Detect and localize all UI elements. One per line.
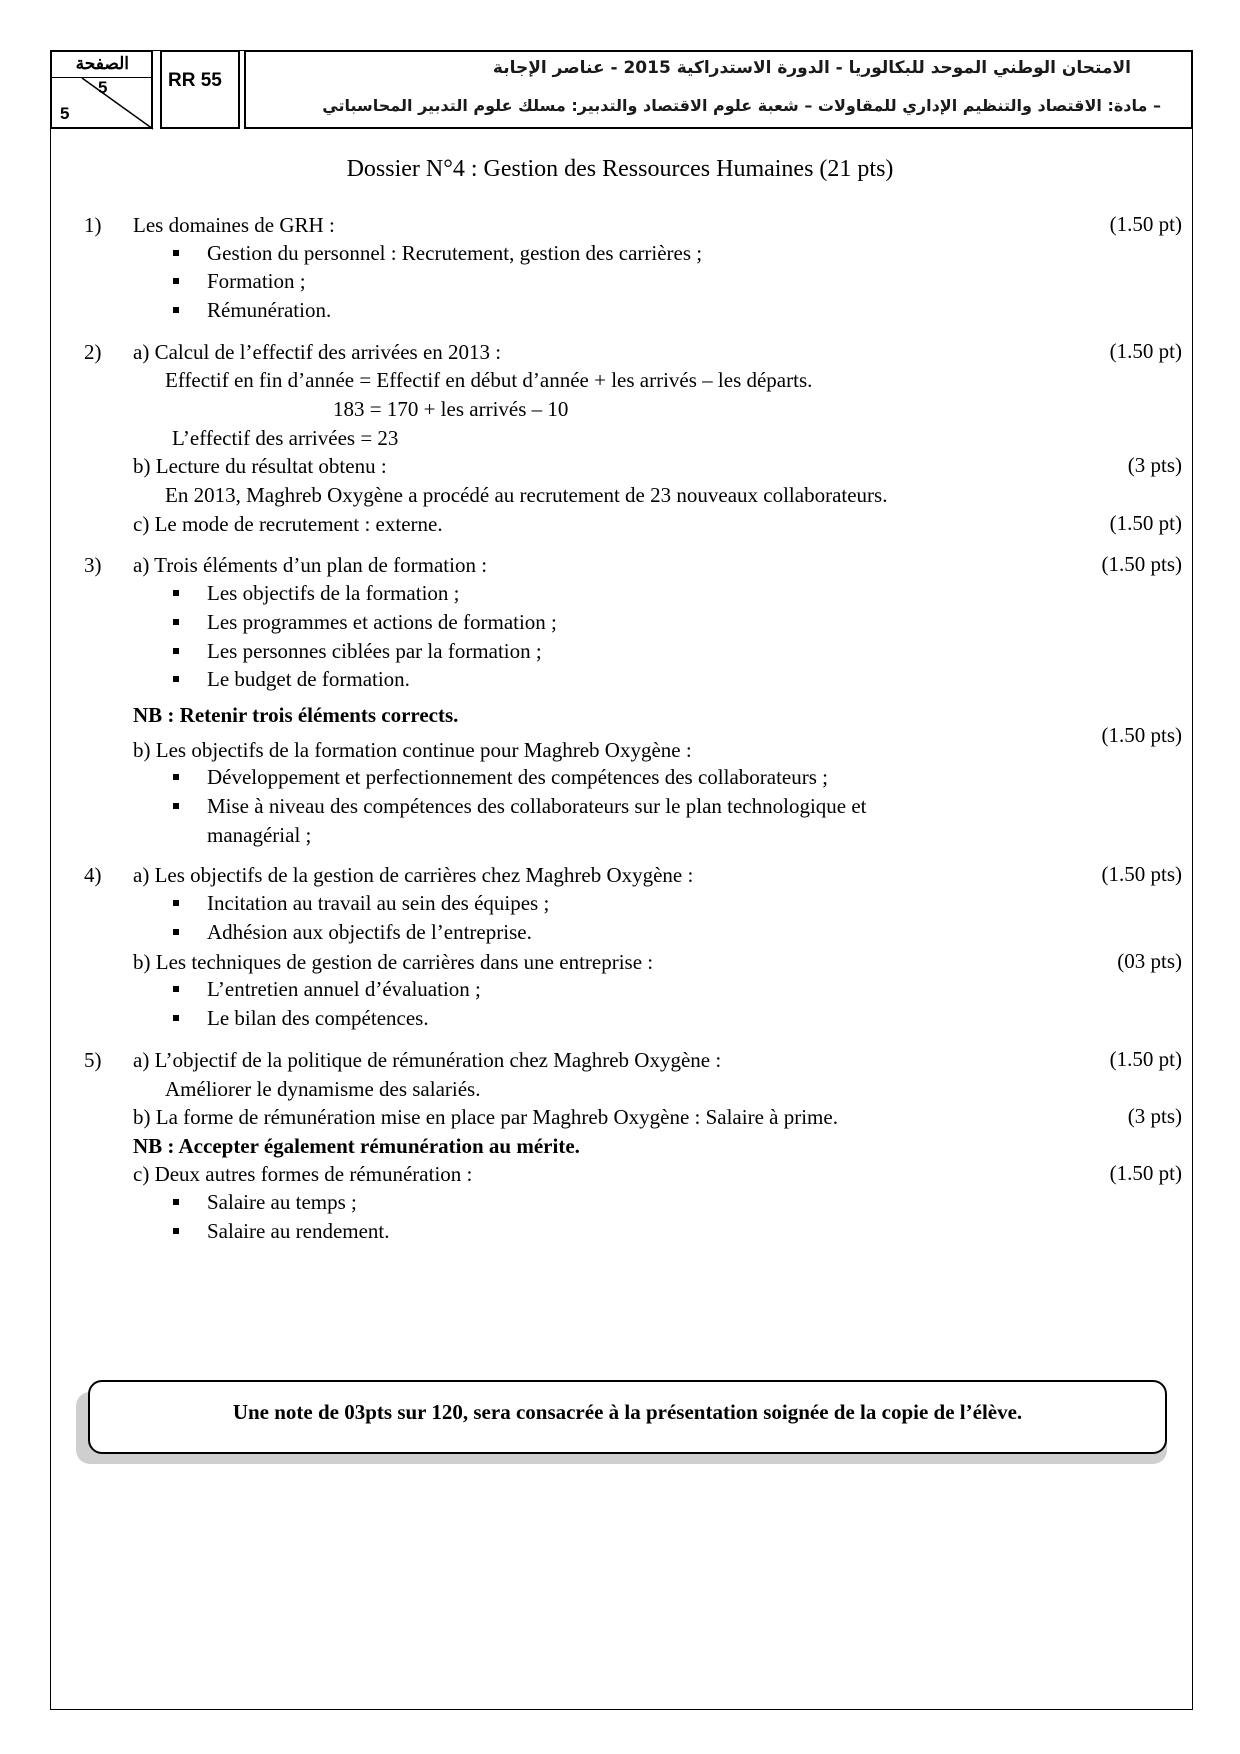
q2a-points: (1.50 pt) xyxy=(1109,339,1182,363)
q5c-text: c) Deux autres formes de rémunération : xyxy=(133,1162,473,1186)
list-item: Le bilan des compétences. xyxy=(207,1006,429,1031)
q5a-text: a) L’objectif de la politique de rémunération chez Maghreb Oxygène : xyxy=(133,1048,722,1072)
q5a-answer: Améliorer le dynamisme des salariés. xyxy=(165,1077,481,1101)
exam-header-line2: – مادة: الاقتصاد والتنظيم الإداري للمقاولات – شعبة علوم الاقتصاد والتدبير: مسلك علوم التدبير المحاسباتي xyxy=(322,96,1161,115)
q2c-points: (1.50 pt) xyxy=(1109,511,1182,535)
list-item: Salaire au rendement. xyxy=(207,1219,390,1244)
q5-number: 5) xyxy=(84,1048,102,1072)
exam-header xyxy=(244,50,1193,129)
q3a-points: (1.50 pts) xyxy=(1101,552,1182,576)
list-item: Le budget de formation. xyxy=(207,667,410,692)
q2c-text: c) Le mode de recrutement : externe. xyxy=(133,512,443,536)
page-total: 5 xyxy=(60,104,70,123)
q2b-text: b) Lecture du résultat obtenu : xyxy=(133,454,387,478)
q2b-points: (3 pts) xyxy=(1127,453,1182,477)
q3a-text: a) Trois éléments d’un plan de formation : xyxy=(133,553,488,577)
q3b-text: b) Les objectifs de la formation continue pour Maghreb Oxygène : xyxy=(133,738,692,762)
exam-header-line1: الامتحان الوطني الموحد للبكالوريا - الدورة الاستدراكية 2015 - عناصر الإجابة xyxy=(492,58,1131,78)
list-item: Incitation au travail au sein des équipes ; xyxy=(207,891,549,916)
list-item: Développement et perfectionnement des compétences des collaborateurs ; xyxy=(207,765,828,790)
q5b-points: (3 pts) xyxy=(1127,1104,1182,1128)
q2a-text: a) Calcul de l’effectif des arrivées en 2013 : xyxy=(133,340,502,364)
page-number-box xyxy=(50,50,153,129)
page-label: الصفحة xyxy=(75,54,129,73)
q4-number: 4) xyxy=(84,863,102,887)
list-item: L’entretien annuel d’évaluation ; xyxy=(207,977,481,1002)
q1-text: Les domaines de GRH : xyxy=(133,213,335,237)
list-item: Les programmes et actions de formation ; xyxy=(207,610,557,635)
q3b-points: (1.50 pts) xyxy=(1101,723,1182,747)
q5b-text: b) La forme de rémunération mise en place par Maghreb Oxygène : Salaire à prime. xyxy=(133,1105,838,1129)
q4a-text: a) Les objectifs de la gestion de carrières chez Maghreb Oxygène : xyxy=(133,863,694,887)
q5a-points: (1.50 pt) xyxy=(1109,1047,1182,1071)
q2a-formula: Effectif en fin d’année = Effectif en début d’année + les arrivés – les départs. xyxy=(165,368,813,392)
list-item: Adhésion aux objectifs de l’entreprise. xyxy=(207,920,532,945)
q5-nb: NB : Accepter également rémunération au mérite. xyxy=(133,1134,580,1158)
list-item: Salaire au temps ; xyxy=(207,1190,357,1215)
list-item: Les objectifs de la formation ; xyxy=(207,581,460,606)
q4b-points: (03 pts) xyxy=(1117,949,1182,973)
page-current: 5 xyxy=(98,78,108,97)
q2a-result: L’effectif des arrivées = 23 xyxy=(172,426,399,450)
q3-nb: NB : Retenir trois éléments corrects. xyxy=(133,703,459,727)
q3-number: 3) xyxy=(84,553,102,577)
list-item: Les personnes ciblées par la formation ; xyxy=(207,639,542,664)
q2-number: 2) xyxy=(84,340,102,364)
q2a-calculation: 183 = 170 + les arrivés – 10 xyxy=(333,397,569,421)
q1-number: 1) xyxy=(84,213,102,237)
q4b-text: b) Les techniques de gestion de carrières dans une entreprise : xyxy=(133,950,654,974)
exam-code: RR 55 xyxy=(160,50,240,129)
q5c-points: (1.50 pt) xyxy=(1109,1161,1182,1185)
q4a-points: (1.50 pts) xyxy=(1101,862,1182,886)
q1-points: (1.50 pt) xyxy=(1109,212,1182,236)
list-item: Rémunération. xyxy=(207,298,331,323)
list-item: Gestion du personnel : Recrutement, gestion des carrières ; xyxy=(207,241,702,266)
list-item: Mise à niveau des compétences des collaborateurs sur le plan technologique et xyxy=(207,794,867,819)
list-item: Formation ; xyxy=(207,269,306,294)
q3b-continuation: managérial ; xyxy=(207,823,312,847)
page-title: Dossier N°4 : Gestion des Ressources Humaines (21 pts) xyxy=(346,156,894,182)
presentation-note: Une note de 03pts sur 120, sera consacrée à la présentation soignée de la copie de l’élève. xyxy=(88,1380,1167,1454)
q2b-answer: En 2013, Maghreb Oxygène a procédé au recrutement de 23 nouveaux collaborateurs. xyxy=(165,483,888,507)
